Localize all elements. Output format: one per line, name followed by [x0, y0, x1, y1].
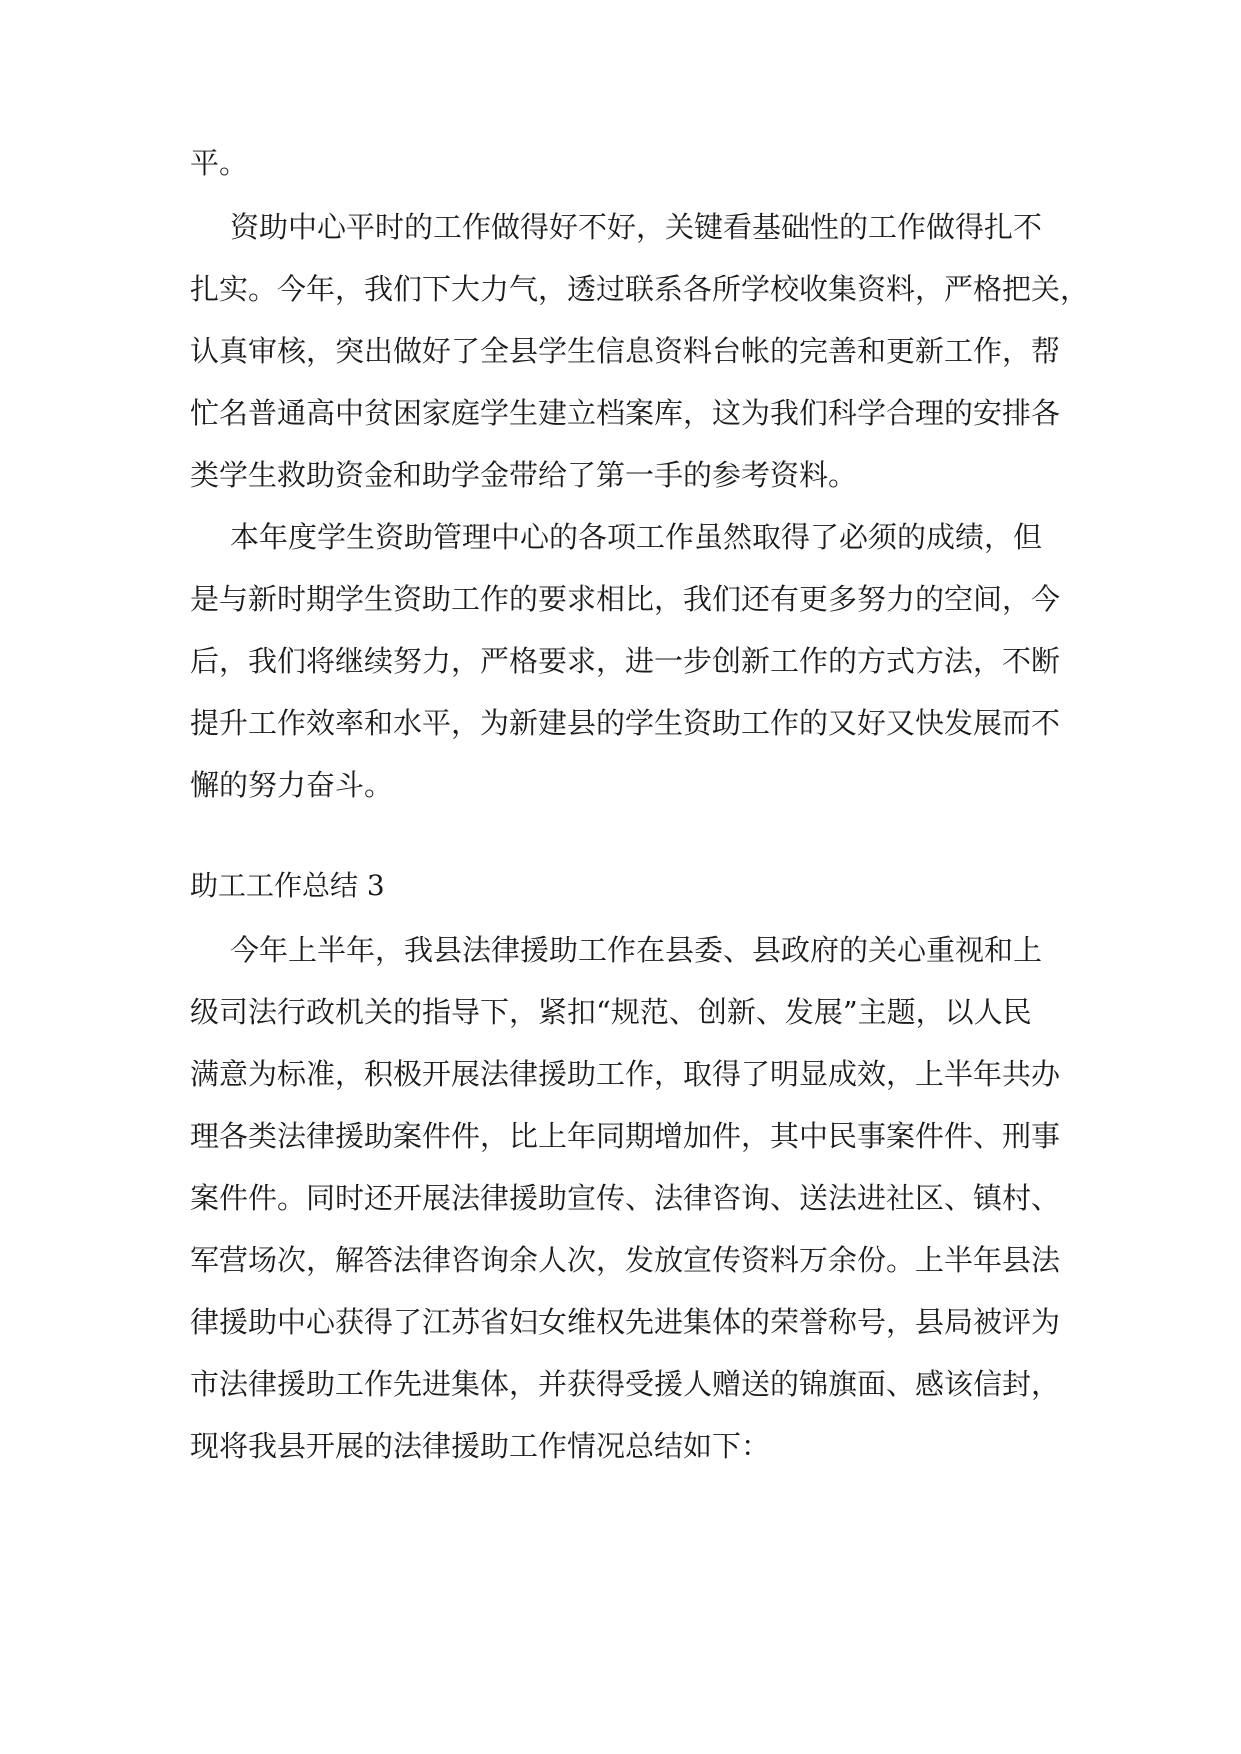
paragraph-line: 是与新时期学生资助工作的要求相比，我们还有更多努力的空间，今 [190, 582, 1061, 616]
paragraph-line: 扎实。今年，我们下大力气，透过联系各所学校收集资料，严格把关， [190, 272, 1090, 306]
paragraph-line: 懈的努力奋斗。 [190, 768, 394, 802]
paragraph-line: 现将我县开展的法律援助工作情况总结如下： [190, 1429, 771, 1463]
paragraph-line: 级司法行政机关的指导下，紧扣“规范、创新、发展”主题，以人民 [190, 995, 1032, 1029]
paragraph-line: 案件件。同时还开展法律援助宣传、法律咨询、送法进社区、镇村、 [190, 1181, 1061, 1215]
paragraph-line: 资助中心平时的工作做得好不好，关键看基础性的工作做得扎不 [230, 210, 1043, 244]
paragraph-line: 后，我们将继续努力，严格要求，进一步创新工作的方式方法，不断 [190, 644, 1061, 678]
paragraph-line: 忙名普通高中贫困家庭学生建立档案库，这为我们科学合理的安排各 [190, 396, 1061, 430]
paragraph-line: 律援助中心获得了江苏省妇女维权先进集体的荣誉称号，县局被评为 [190, 1305, 1061, 1339]
paragraph-line: 今年上半年，我县法律援助工作在县委、县政府的关心重视和上 [230, 933, 1043, 967]
paragraph-line: 类学生救助资金和助学金带给了第一手的参考资料。 [190, 458, 858, 492]
paragraph-line: 本年度学生资助管理中心的各项工作虽然取得了必须的成绩，但 [230, 520, 1043, 554]
section-heading: 助工工作总结 3 [190, 869, 385, 902]
paragraph-line: 市法律援助工作先进集体，并获得受援人赠送的锦旗面、感该信封， [190, 1367, 1061, 1401]
paragraph-line: 认真审核，突出做好了全县学生信息资料台帐的完善和更新工作，帮 [190, 334, 1061, 368]
paragraph-line: 军营场次，解答法律咨询余人次，发放宣传资料万余份。上半年县法 [190, 1243, 1061, 1277]
paragraph-line: 平。 [190, 146, 249, 180]
paragraph-line: 提升工作效率和水平，为新建县的学生资助工作的又好又快发展而不 [190, 706, 1061, 740]
paragraph-line: 理各类法律援助案件件，比上年同期增加件，其中民事案件件、刑事 [190, 1119, 1061, 1153]
paragraph-line: 满意为标准，积极开展法律援助工作，取得了明显成效，上半年共办 [190, 1057, 1061, 1091]
